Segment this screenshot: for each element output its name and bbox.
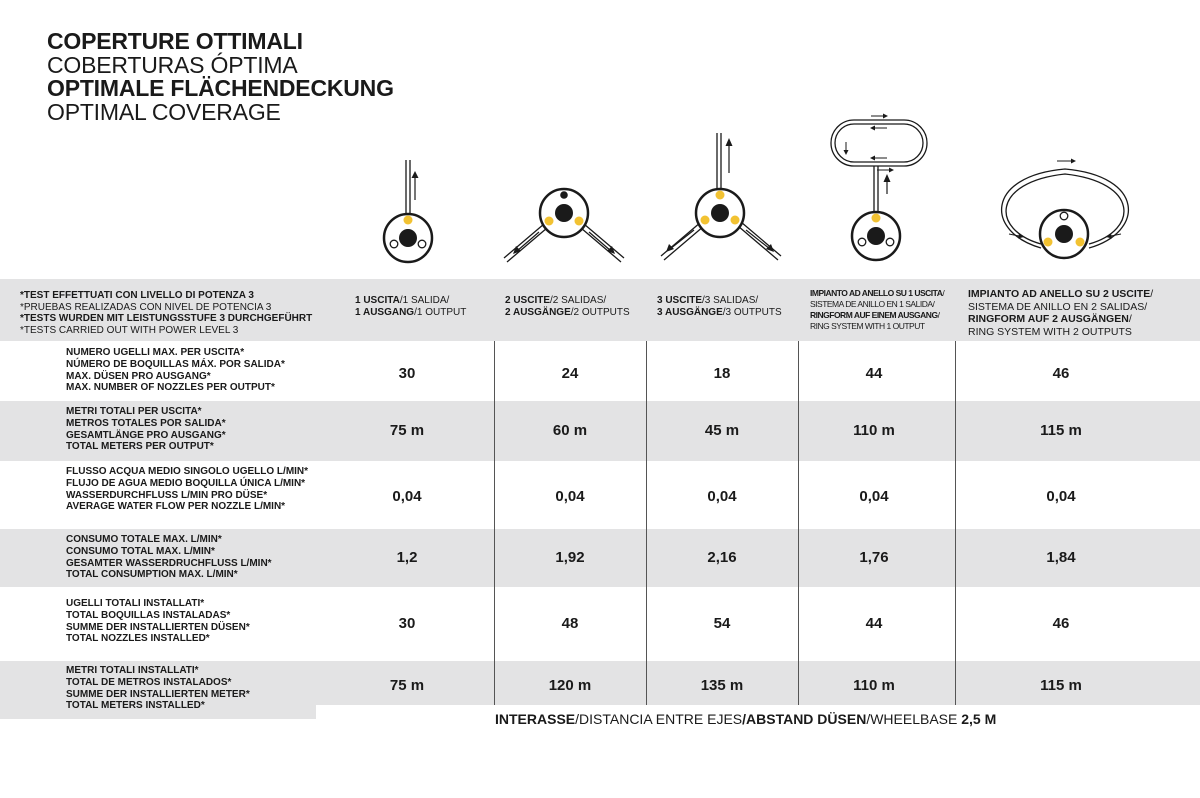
- col-label: RING SYSTEM WITH 2 OUTPUTS: [968, 325, 1132, 338]
- table-cell: 2,16: [707, 549, 737, 566]
- test-note-line: *TEST EFFETTUATI CON LIVELLO DI POTENZA 3: [20, 290, 254, 301]
- col-label: IMPIANTO AD ANELLO SU 1 USCITA: [810, 288, 943, 298]
- diagram-ring-1-output: [815, 112, 940, 272]
- diagram-1-output: [360, 150, 460, 275]
- col-label: /3 OUTPUTS: [722, 306, 782, 318]
- row-label-line: TOTAL METERS INSTALLED*: [66, 700, 205, 712]
- column-divider: [646, 341, 647, 705]
- table-cell: 46: [1052, 615, 1070, 632]
- table-cell: 30: [398, 365, 416, 382]
- row-label-line: GESAMTER WASSERDRUCHFLUSS L/MIN*: [66, 557, 272, 569]
- col-label: /: [1128, 313, 1132, 325]
- wheelbase-note: [495, 711, 996, 727]
- title-english: OPTIMAL COVERAGE: [47, 98, 281, 125]
- table-cell: 54: [713, 615, 731, 632]
- table-cell: 75 m: [389, 677, 425, 694]
- row-label-line: TOTAL BOQUILLAS INSTALADAS*: [66, 609, 231, 621]
- row-label-nozzles-installed: [66, 598, 250, 645]
- col-label: /1 SALIDA/: [399, 295, 450, 306]
- column-header-3-outputs: [657, 295, 782, 318]
- table-cell: 44: [865, 365, 883, 382]
- column-divider: [955, 341, 956, 705]
- footer-part: /WHEELBASE: [866, 711, 962, 727]
- col-label: 3 AUSGÄNGE: [657, 306, 723, 318]
- footer-part: 2,5 M: [961, 711, 997, 727]
- table-cell: 135 m: [700, 677, 744, 694]
- table-cell: 24: [561, 365, 579, 382]
- table-cell: 110 m: [853, 677, 895, 694]
- row-label-line: TOTAL DE METROS INSTALADOS*: [66, 676, 232, 688]
- table-cell: 60 m: [552, 422, 588, 439]
- table-cell: 120 m: [548, 677, 592, 694]
- row-label-line: METROS TOTALES POR SALIDA*: [66, 417, 226, 429]
- table-cell: 1,76: [859, 549, 889, 566]
- row-label-line: MAX. DÜSEN PRO AUSGANG*: [66, 370, 211, 382]
- col-label: IMPIANTO AD ANELLO SU 2 USCITE: [968, 288, 1151, 300]
- test-note-line: *TESTS WURDEN MIT LEISTUNGSSTUFE 3 DURCHGEFÜHRT: [20, 313, 313, 324]
- row-label-line: FLUJO DE AGUA MEDIO BOQUILLA ÚNICA L/MIN*: [66, 477, 306, 489]
- col-label: 3 USCITE: [657, 295, 703, 306]
- table-cell: 115 m: [1040, 677, 1082, 694]
- row-label-line: MAX. NUMBER OF NOZZLES PER OUTPUT*: [66, 382, 275, 394]
- title-block: [47, 30, 394, 124]
- col-label: /: [1150, 288, 1154, 300]
- col-label: SISTEMA DE ANILLO EN 1 SALIDA/: [810, 299, 935, 309]
- row-label-line: FLUSSO ACQUA MEDIO SINGOLO UGELLO L/MIN*: [66, 466, 309, 477]
- col-label: 1 USCITA: [355, 295, 400, 306]
- row-label-line: GESAMTLÄNGE PRO AUSGANG*: [66, 429, 226, 441]
- test-note: [20, 290, 312, 336]
- col-label: /1 OUTPUT: [414, 306, 467, 318]
- footer-part: /ABSTAND DÜSEN: [742, 711, 867, 727]
- table-cell: 0,04: [859, 488, 889, 505]
- column-divider: [494, 341, 495, 705]
- column-header-ring-2-outputs: [968, 288, 1153, 338]
- table-cell: 0,04: [555, 488, 585, 505]
- diagram-2-outputs: [495, 180, 640, 275]
- table-cell: 75 m: [389, 422, 425, 439]
- footer-part: INTERASSE: [495, 711, 576, 727]
- table-cell: 30: [398, 615, 416, 632]
- title-spanish: COBERTURAS ÓPTIMA: [47, 51, 298, 78]
- row-label-max-nozzles: [66, 347, 285, 394]
- row-label-line: TOTAL CONSUMPTION MAX. L/MIN*: [66, 569, 238, 581]
- row-label-line: TOTAL METERS PER OUTPUT*: [66, 441, 214, 453]
- table-cell: 1,92: [555, 549, 585, 566]
- table-cell: 18: [713, 365, 731, 382]
- column-header-ring-1-output: [810, 288, 944, 332]
- col-label: RINGFORM AUF 2 AUSGÄNGEN: [968, 313, 1129, 325]
- row-label-water-flow: [66, 466, 308, 513]
- col-label: /: [937, 310, 940, 320]
- table-cell: 1,84: [1046, 549, 1076, 566]
- col-label: SISTEMA DE ANILLO EN 2 SALIDAS/: [968, 300, 1148, 313]
- column-header-1-output: [355, 295, 466, 318]
- test-note-line: *TESTS CARRIED OUT WITH POWER LEVEL 3: [20, 324, 239, 336]
- row-label-line: TOTAL NOZZLES INSTALLED*: [66, 633, 210, 645]
- row-label-line: AVERAGE WATER FLOW PER NOZZLE L/MIN*: [66, 501, 286, 513]
- diagram-3-outputs: [650, 128, 795, 273]
- row-label-line: NUMERO UGELLI MAX. PER USCITA*: [66, 347, 245, 358]
- row-label-line: SUMME DER INSTALLIERTEN METER*: [66, 688, 250, 700]
- column-divider: [798, 341, 799, 705]
- diagram-ring-2-outputs: [985, 152, 1145, 274]
- footer-part: /DISTANCIA ENTRE EJES: [575, 711, 743, 727]
- test-note-line: *PRUEBAS REALIZADAS CON NIVEL DE POTENCIA 3: [20, 301, 272, 313]
- col-label: /2 SALIDAS/: [550, 295, 607, 306]
- table-cell: 115 m: [1040, 422, 1082, 439]
- col-label: 1 AUSGANG: [355, 306, 415, 318]
- table-cell: 45 m: [704, 422, 740, 439]
- row-label-line: CONSUMO TOTAL MAX. L/MIN*: [66, 545, 215, 557]
- col-label: /2 OUTPUTS: [570, 306, 630, 318]
- row-label-total-meters-per-output: [66, 406, 226, 453]
- col-label: /: [942, 288, 945, 298]
- row-label-line: UGELLI TOTALI INSTALLATI*: [66, 598, 205, 609]
- col-label: 2 AUSGÄNGE: [505, 306, 571, 318]
- table-cell: 110 m: [853, 422, 895, 439]
- row-label-line: METRI TOTALI PER USCITA*: [66, 406, 202, 417]
- table-cell: 48: [561, 615, 579, 632]
- table-cell: 44: [865, 615, 883, 632]
- row-label-total-meters-installed: [66, 665, 250, 712]
- title-italian: COPERTURE OTTIMALI: [47, 28, 303, 54]
- table-cell: 0,04: [1046, 488, 1076, 505]
- table-cell: 0,04: [392, 488, 422, 505]
- row-label-line: NÚMERO DE BOQUILLAS MÁX. POR SALIDA*: [66, 358, 285, 370]
- row-label-line: WASSERDURCHFLUSS L/MIN PRO DÜSE*: [66, 489, 268, 501]
- row-label-line: SUMME DER INSTALLIERTEN DÜSEN*: [66, 621, 250, 633]
- title-german: OPTIMALE FLÄCHENDECKUNG: [47, 75, 394, 101]
- row-label-total-consumption: [66, 534, 272, 581]
- column-header-2-outputs: [505, 295, 630, 318]
- col-label: 2 USCITE: [505, 295, 551, 306]
- table-cell: 1,2: [396, 549, 418, 566]
- table-cell: 0,04: [707, 488, 737, 505]
- col-label: RINGFORM AUF EINEM AUSGANG: [810, 310, 938, 320]
- row-label-line: CONSUMO TOTALE MAX. L/MIN*: [66, 534, 222, 545]
- row-label-line: METRI TOTALI INSTALLATI*: [66, 665, 199, 676]
- col-label: RING SYSTEM WITH 1 OUTPUT: [810, 321, 925, 331]
- col-label: /3 SALIDAS/: [702, 295, 759, 306]
- table-cell: 46: [1052, 365, 1070, 382]
